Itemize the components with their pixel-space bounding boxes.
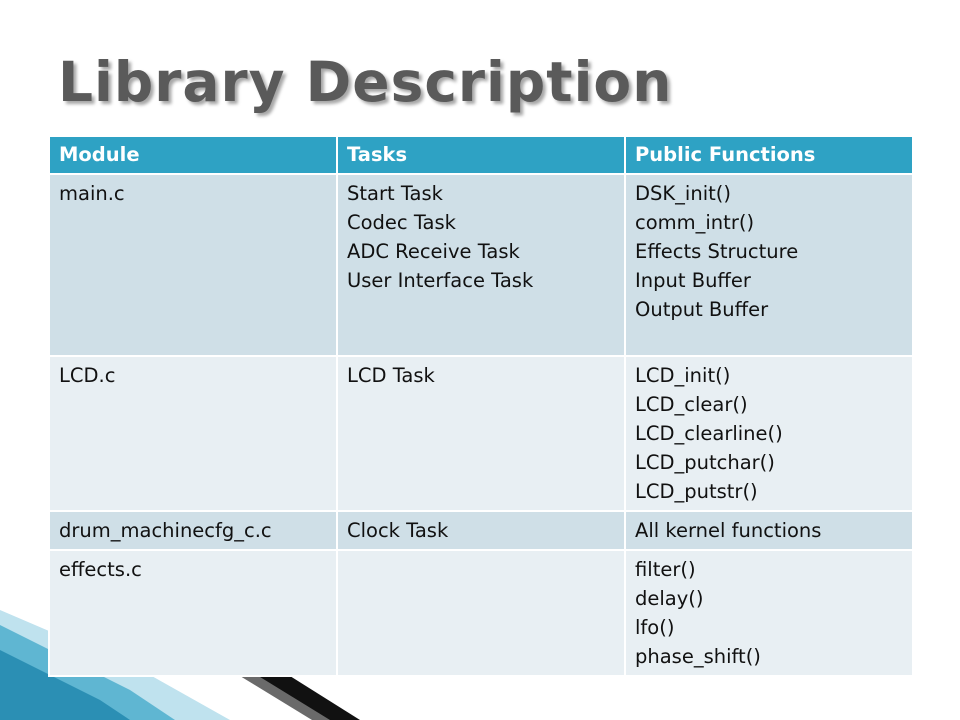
tasks-cell: [337, 356, 625, 511]
functions-cell: [625, 174, 913, 356]
module-cell: LCD.c: [49, 356, 337, 511]
module-cell: effects.c: [49, 550, 337, 676]
function-item: LCD_init(): [635, 364, 731, 387]
module-cell: main.c: [49, 174, 337, 356]
table-row: [49, 550, 913, 676]
function-item: comm_intr(): [635, 211, 755, 234]
table-row: [49, 511, 913, 550]
tasks-cell: [337, 174, 625, 356]
function-item: delay(): [635, 587, 704, 610]
header-module: Module: [49, 136, 337, 174]
task-item: Codec Task: [347, 211, 456, 234]
functions-cell: [625, 511, 913, 550]
task-item: LCD Task: [347, 364, 435, 387]
function-item: phase_shift(): [635, 645, 761, 668]
slide-title: Library Description: [58, 50, 673, 114]
module-cell: drum_machinecfg_c.c: [49, 511, 337, 550]
table-header-row: [49, 136, 913, 174]
function-item: LCD_putchar(): [635, 451, 775, 474]
header-tasks: Tasks: [337, 136, 625, 174]
function-item: lfo(): [635, 616, 675, 639]
task-item: Clock Task: [347, 519, 449, 542]
function-item: Output Buffer: [635, 298, 769, 321]
table-row: [49, 174, 913, 356]
function-item: LCD_clear(): [635, 393, 748, 416]
function-item: filter(): [635, 558, 696, 581]
task-item: ADC Receive Task: [347, 240, 520, 263]
header-public-functions: Public Functions: [625, 136, 913, 174]
function-item: Input Buffer: [635, 269, 751, 292]
tasks-cell: [337, 511, 625, 550]
task-item: User Interface Task: [347, 269, 534, 292]
functions-cell: [625, 550, 913, 676]
task-item: Start Task: [347, 182, 443, 205]
function-item: All kernel functions: [635, 519, 822, 542]
tasks-cell: [337, 550, 625, 676]
function-item: LCD_clearline(): [635, 422, 783, 445]
table-row: [49, 356, 913, 511]
function-item: LCD_putstr(): [635, 480, 758, 503]
function-item: DSK_init(): [635, 182, 731, 205]
function-item: Effects Structure: [635, 240, 799, 263]
functions-cell: [625, 356, 913, 511]
library-table: [48, 135, 914, 677]
